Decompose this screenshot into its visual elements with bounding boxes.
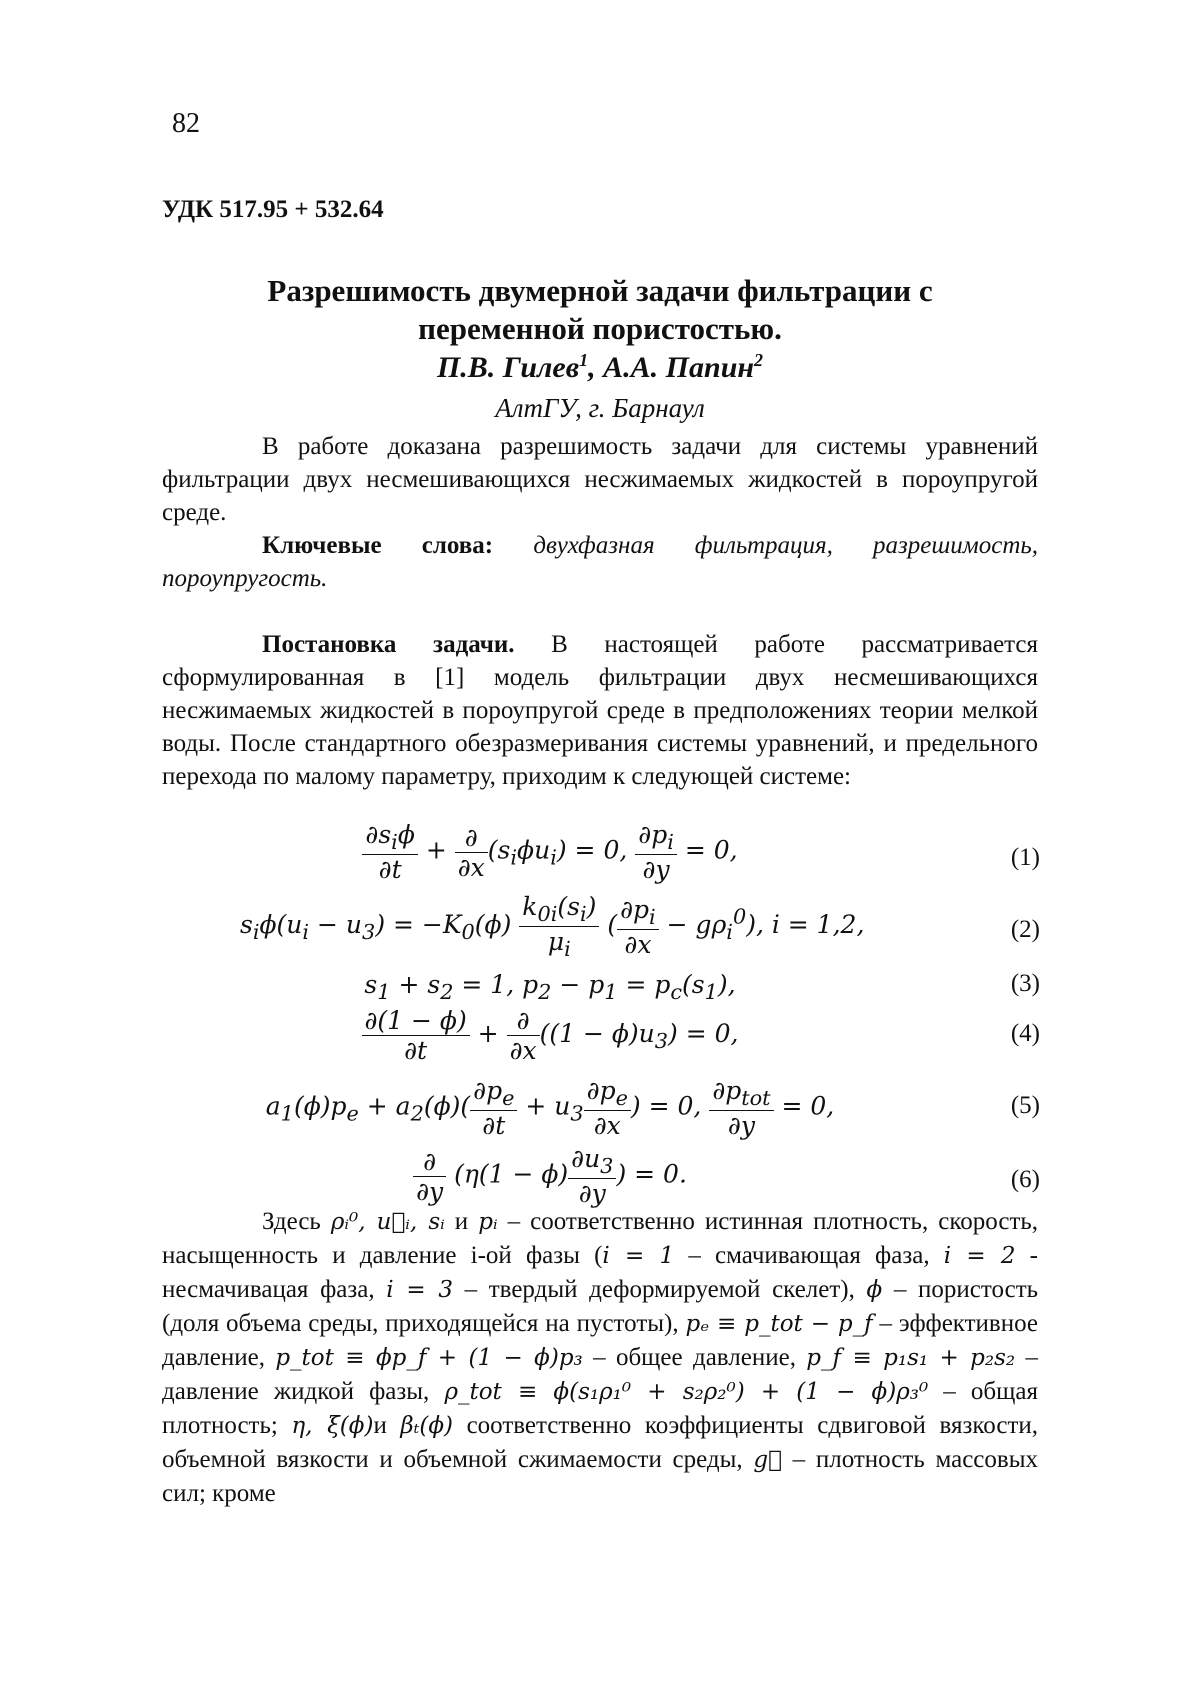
equation-3-number: (3) [1000,970,1040,998]
notation-math-5: i = 3 [386,1277,453,1303]
author-1: П.В. Гилев [437,351,579,384]
equation-3: s1 + s2 = 1, p2 − p1 = pc(s1), [240,970,860,1004]
notation-paragraph [162,1205,1038,1510]
notation-text-6: – твердый деформируемой скелет), [453,1276,867,1303]
notation-math-2: pᵢ [478,1209,497,1235]
abstract-text: В работе доказана разрешимость задачи для системы уравнений фильтрации двух несмешивающихся несжимаемых жидкостей в пороупругой среде. [162,433,1038,526]
notation-text-12: и [373,1412,400,1439]
notation-math-7: pₑ ≡ p_tot − p_f [685,1311,872,1337]
notation-text-3: – соответственно истинная плотность, скорость, насыщенность и давление i-ой фазы ( [162,1208,1038,1269]
notation-text-8: – эффективное давление, [162,1310,1038,1371]
notation-text-4: – смачивающая фаза, [674,1242,944,1269]
equation-2-number: (2) [1000,916,1040,944]
equation-1-number: (1) [1000,844,1040,872]
notation-math-1: ρᵢ⁰, u⃗ᵢ, sᵢ [331,1209,445,1235]
notation-math-11: η, ξ(ϕ) [291,1413,373,1439]
problem-statement-label: Постановка задачи. [262,631,515,658]
notation-text-5: - несмачивацая фаза, [162,1242,1038,1303]
title-line-1: Разрешимость двумерной задачи фильтрации с [162,272,1038,310]
notation-text-13: соответственно коэффициенты сдвиговой вязкости, объемной вязкости и объемной сжимаемости среды, [162,1412,1038,1473]
affiliation: АлтГУ, г. Барнаул [162,393,1038,424]
author-2-affil: 2 [754,350,763,370]
notation-math-3: i = 1 [602,1243,674,1269]
author-separator: , [588,351,603,384]
notation-text-10: – давление жидкой фазы, [162,1344,1038,1405]
notation-text-1: Здесь [262,1208,331,1235]
authors [162,350,1038,385]
equation-1: ∂siϕ ∂t + ∂ ∂x (siϕui) = 0, ∂pi ∂y = 0, [240,820,860,884]
notation-math-12: βₜ(ϕ) [400,1413,453,1439]
author-1-affil: 1 [579,350,588,370]
page-number: 82 [172,108,200,140]
equation-5: a1(ϕ)pe + a2(ϕ)( ∂pe ∂t + u3 ∂pe ∂x ) = 0, ∂ptot ∂y = 0, [240,1076,860,1140]
notation-math-4: i = 2 [944,1243,1016,1269]
problem-statement-text: В настоящей работе рассматривается сформулированная в [1] модель фильтрации двух несмешивающихся несжимаемых жидкостей в пороупругой среде в предположениях теории мелкой воды. После стандартного обезразмеривания системы уравнений, и предельного перехода по малому параметру, приходим к следующей системе: [162,631,1038,790]
udc-code: УДК 517.95 + 532.64 [162,196,384,224]
notation-text-14: – плотность массовых сил; кроме [162,1446,1038,1507]
keywords-label: Ключевые слова: [262,532,493,559]
notation-math-9: p_f ≡ p₁s₁ + p₂s₂ [806,1345,1015,1371]
equation-6-number: (6) [1000,1166,1040,1194]
equation-2: siϕ(ui − u3) = −K0(ϕ) k0i(si) μi ( ∂pi ∂x − gρi0), i = 1,2, [240,892,860,961]
problem-statement [162,628,1038,793]
equation-6: ∂ ∂y (η(1 − ϕ) ∂u3 ∂y ) = 0. [240,1144,860,1208]
notation-text-9: – общее давление, [583,1344,807,1371]
title-line-2: переменной пористостью. [162,310,1038,348]
notation-text-11: – общая плотность; [162,1378,1038,1439]
paper-title [162,272,1038,348]
author-2: А.А. Папин [603,351,754,384]
abstract [162,430,1038,529]
notation-math-6: ϕ [867,1277,883,1303]
notation-math-8: p_tot ≡ ϕp_f + (1 − ϕ)p₃ [275,1345,582,1371]
keywords-text: двухфазная фильтрация, разрешимость, пороупругость. [162,532,1038,592]
notation-math-13: g⃗ [753,1447,782,1473]
notation-text-2: и [445,1208,478,1235]
keywords [162,529,1038,595]
equation-4-number: (4) [1000,1020,1040,1048]
equation-5-number: (5) [1000,1092,1040,1120]
notation-math-10: ρ_tot ≡ ϕ(s₁ρ₁⁰ + s₂ρ₂⁰) + (1 − ϕ)ρ₃⁰ [444,1379,928,1405]
notation-text-7: – пористость (доля объема среды, приходящейся на пустоты), [162,1276,1038,1337]
equation-4: ∂(1 − ϕ) ∂t + ∂ ∂x ((1 − ϕ)u3) = 0, [240,1006,860,1065]
